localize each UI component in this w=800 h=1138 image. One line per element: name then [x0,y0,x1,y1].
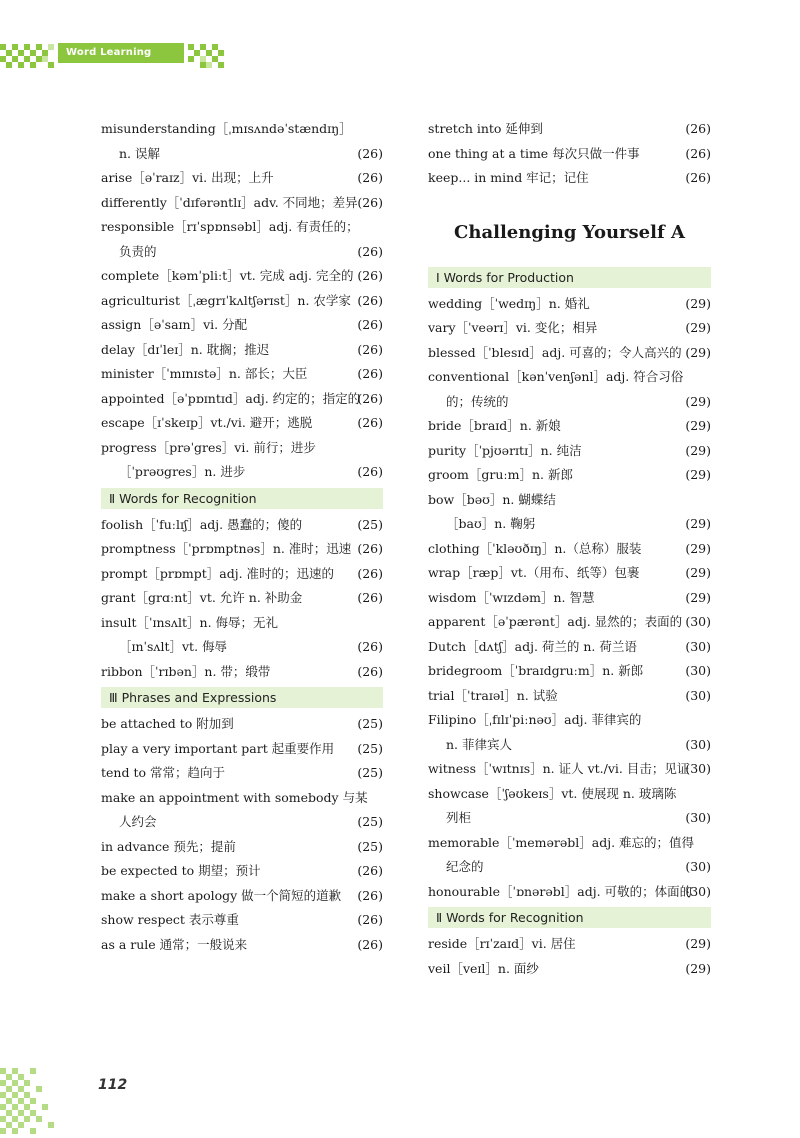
entry-page-ref: (25) [357,516,383,532]
vocab-entry [101,411,383,436]
vocab-entry [428,957,711,982]
entry-continuation: ［ɪnˈsʌlt］vt. 侮辱 [119,639,228,654]
vocab-entry [428,439,711,464]
entry-text: purity［ˈpjʊərɪtɪ］n. 纯洁 [428,442,582,458]
entry-text: arise［əˈraɪz］vi. 出现；上升 [101,170,274,185]
vocab-entry [101,387,383,412]
entry-page-ref: (29) [685,393,711,409]
vocab-entry [428,414,711,439]
entry-text: complete［kəmˈpliːt］vt. 完成 adj. 完全的 [101,268,354,283]
entry-page-ref: (26) [685,121,711,136]
entry-page-ref: (26) [357,268,383,283]
entry-page-ref: (26) [357,341,383,357]
entry-page-ref: (26) [357,464,383,479]
entry-page-ref: (29) [685,960,711,976]
vocab-entry [428,166,711,191]
entry-page-ref: (26) [357,565,383,581]
entry-page-ref: (26) [357,145,383,161]
entry-text: assign［əˈsaɪn］vi. 分配 [101,317,248,332]
entry-text: as a rule 通常；一般说来 [101,936,248,952]
vocab-entry [101,737,383,762]
vocab-entry [101,761,383,786]
vocab-entry [101,436,383,485]
section-heading-production: Ⅰ Words for Production [428,267,711,288]
challenge-title: Challenging Yourself A [454,221,685,243]
entry-continuation: 负责的 [119,243,157,259]
section-heading-recognition: Ⅱ Words for Recognition [101,488,383,509]
page-number: 112 [98,1077,128,1093]
entry-text: make a short apology 做一个简短的道歉 [101,887,342,903]
entry-page-ref: (25) [357,838,383,854]
entry-page-ref: (29) [685,442,711,458]
entry-text: bridegroom［ˈbraɪdgruːm］n. 新郎 [428,663,644,678]
entry-text: minister［ˈmɪnɪstə］n. 部长；大臣 [101,366,308,381]
entry-text: promptness［ˈprɒmptnəs］n. 准时；迅速 [101,541,352,556]
entry-page-ref: (26) [357,887,383,903]
entry-page-ref: (29) [685,936,711,951]
entry-text: differently［ˈdɪfərəntlɪ］adv. 不同地；差异 [101,194,358,210]
entry-text: responsible［rɪˈspɒnsəbl］adj. 有责任的； [101,219,359,234]
entry-list [101,712,383,957]
vocab-entry [101,338,383,363]
vocab-entry [428,463,711,488]
entry-page-ref: (26) [357,639,383,654]
entry-text: delay［dɪˈleɪ］n. 耽搁；推迟 [101,341,270,357]
entry-page-ref: (26) [357,292,383,308]
entry-text: appointed［əˈpɒɪntɪd］adj. 约定的；指定的 [101,390,361,406]
entry-list [428,117,711,191]
entry-page-ref: (29) [685,344,711,360]
vocab-entry [101,859,383,884]
entry-continuation: ［ˈprəʊgres］n. 进步 [119,464,246,479]
entry-text: one thing at a time 每次只做一件事 [428,145,640,161]
entry-page-ref: (26) [357,541,383,556]
vocab-entry [101,166,383,191]
vocab-entry [101,117,383,166]
entry-page-ref: (26) [357,390,383,406]
vocab-entry [428,365,711,414]
entry-text: witness［ˈwɪtnɪs］n. 证人 vt./vi. 目击；见证 [428,761,690,776]
entry-page-ref: (26) [357,590,383,605]
vocab-entry [101,611,383,660]
entry-text: escape［ɪˈskeɪp］vt./vi. 避开；逃脱 [101,415,313,430]
entry-page-ref: (26) [685,170,711,185]
entry-page-ref: (26) [685,145,711,161]
entry-text: tend to 常常；趋向于 [101,765,225,780]
vocab-entry [101,884,383,909]
entry-page-ref: (30) [685,687,711,703]
entry-text: show respect 表示尊重 [101,912,239,927]
entry-page-ref: (29) [685,589,711,605]
vocab-entry [101,537,383,562]
entry-page-ref: (26) [357,936,383,952]
vocab-entry [428,880,711,905]
entry-text: ribbon［ˈrɪbən］n. 带；缎带 [101,663,271,679]
entry-continuation: 纪念的 [446,859,484,874]
entry-page-ref: (26) [357,170,383,185]
entry-text: trial［ˈtraɪəl］n. 试验 [428,687,558,703]
vocab-entry [101,191,383,216]
vocab-entry [428,635,711,660]
vocab-entry [428,488,711,537]
header-banner: Word Learning Booster [58,43,184,63]
vocab-entry [428,757,711,782]
vocab-entry [428,782,711,831]
vocab-entry [428,316,711,341]
vocab-entry [428,586,711,611]
entry-text: insult［ˈɪnsʌlt］n. 侮辱；无礼 [101,614,279,630]
entry-text: be expected to 期望；预计 [101,863,261,878]
entry-page-ref: (30) [685,638,711,654]
entry-list [101,513,383,685]
entry-page-ref: (26) [357,243,383,259]
entry-text: agriculturist［ˌægrɪˈkʌltʃərɪst］n. 农学家 [101,292,351,308]
entry-text: stretch into 延伸到 [428,121,543,136]
vocab-entry [428,117,711,142]
vocab-entry [428,684,711,709]
entry-text: groom［gruːm］n. 新郎 [428,467,573,482]
entry-continuation: n. 误解 [119,145,160,161]
entry-page-ref: (30) [685,663,711,678]
vocab-entry [101,933,383,958]
vocab-entry [428,341,711,366]
vocab-entry [428,708,711,757]
section-heading-recognition: Ⅱ Words for Recognition [428,907,711,928]
entry-text: play a very important part 起重要作用 [101,740,335,756]
entry-text: wrap［ræp］vt.（用布、纸等）包裹 [428,565,640,580]
vocab-entry [101,313,383,338]
entry-text: bow［bəʊ］n. 蝴蝶结 [428,491,556,507]
entry-page-ref: (30) [685,736,711,752]
entry-page-ref: (30) [685,761,711,776]
entry-continuation: n. 菲律宾人 [446,736,512,752]
entry-page-ref: (26) [357,194,383,210]
entry-text: foolish［ˈfuːlɪʃ］adj. 愚蠢的；傻的 [101,516,303,532]
entry-text: in advance 预先；提前 [101,838,236,854]
vocab-entry [101,712,383,737]
entry-page-ref: (26) [357,415,383,430]
entry-page-ref: (26) [357,912,383,927]
entry-text: apparent［əˈpærənt］adj. 显然的；表面的 [428,614,683,629]
entry-page-ref: (26) [357,863,383,878]
entry-text: memorable［ˈmemərəbl］adj. 难忘的；值得 [428,834,695,850]
entry-text: blessed［ˈblesɪd］adj. 可喜的；令人高兴的 [428,344,682,360]
entry-text: make an appointment with somebody 与某 [101,789,368,805]
vocab-entry [428,142,711,167]
entry-page-ref: (30) [685,883,711,899]
entry-text: Dutch［dʌtʃ］adj. 荷兰的 n. 荷兰语 [428,638,637,654]
right-column [428,117,711,981]
entry-text: grant［grɑːnt］vt. 允许 n. 补助金 [101,590,303,605]
entry-text: veil［veɪl］n. 面纱 [428,960,539,976]
vocab-entry [428,831,711,880]
vocab-entry [428,610,711,635]
entry-text: showcase［ˈʃəʊkeɪs］vt. 使展现 n. 玻璃陈 [428,785,677,801]
entry-page-ref: (25) [357,814,383,829]
entry-list [428,932,711,981]
entry-continuation: ［baʊ］n. 鞠躬 [446,516,536,531]
entry-page-ref: (30) [685,810,711,825]
entry-text: reside［rɪˈzaɪd］vi. 居住 [428,936,576,951]
entry-page-ref: (26) [357,317,383,332]
vocab-entry [428,932,711,957]
vocab-entry [428,292,711,317]
entry-text: progress［prəˈgres］vi. 前行；进步 [101,439,316,455]
entry-continuation: 的；传统的 [446,393,509,409]
entry-text: wedding［ˈwedɪŋ］n. 婚礼 [428,295,590,311]
vocab-entry [101,908,383,933]
vocab-entry [101,786,383,835]
entry-text: clothing［ˈkləʊðɪŋ］n.（总称）服装 [428,540,642,556]
vocab-entry [101,215,383,264]
checker-decoration-bottom [0,1060,100,1138]
entry-page-ref: (25) [357,740,383,756]
entry-page-ref: (29) [685,320,711,335]
entry-text: keep... in mind 牢记；记住 [428,170,589,185]
left-column [101,117,383,957]
entry-page-ref: (25) [357,765,383,780]
vocab-entry [101,289,383,314]
vocab-entry [101,835,383,860]
entry-page-ref: (29) [685,467,711,482]
entry-page-ref: (30) [685,614,711,629]
entry-page-ref: (29) [685,540,711,556]
vocab-entry [101,264,383,289]
entry-page-ref: (26) [357,663,383,679]
entry-text: Filipino［ˌfɪlɪˈpiːnəʊ］adj. 菲律宾的 [428,712,642,727]
entry-text: honourable［ˈɒnərəbl］adj. 可敬的；体面的 [428,883,693,899]
vocab-entry [101,562,383,587]
entry-text: conventional［kənˈvenʃənl］adj. 符合习俗 [428,369,684,384]
vocab-entry [101,660,383,685]
entry-text: bride［braɪd］n. 新娘 [428,418,561,433]
entry-list [428,292,711,905]
entry-page-ref: (29) [685,565,711,580]
entry-continuation: 人约会 [119,814,157,829]
entry-page-ref: (29) [685,295,711,311]
entry-text: prompt［prɒmpt］adj. 准时的；迅速的 [101,565,335,581]
entry-list [101,117,383,485]
entry-text: be attached to 附加到 [101,716,234,731]
entry-page-ref: (30) [685,859,711,874]
entry-text: misunderstanding［ˌmɪsʌndəˈstændɪŋ］ [101,121,352,136]
entry-page-ref: (25) [357,716,383,731]
vocab-entry [101,362,383,387]
entry-text: wisdom［ˈwɪzdəm］n. 智慧 [428,589,595,605]
vocab-entry [101,586,383,611]
entry-continuation: 列柜 [446,810,472,825]
entry-page-ref: (29) [685,516,711,531]
vocab-entry [428,659,711,684]
vocab-entry [101,513,383,538]
vocab-entry [428,537,711,562]
entry-page-ref: (29) [685,418,711,433]
section-heading-phrases: Ⅲ Phrases and Expressions [101,687,383,708]
vocab-entry [428,561,711,586]
entry-page-ref: (26) [357,366,383,381]
entry-text: vary［ˈveərɪ］vi. 变化；相异 [428,320,598,335]
